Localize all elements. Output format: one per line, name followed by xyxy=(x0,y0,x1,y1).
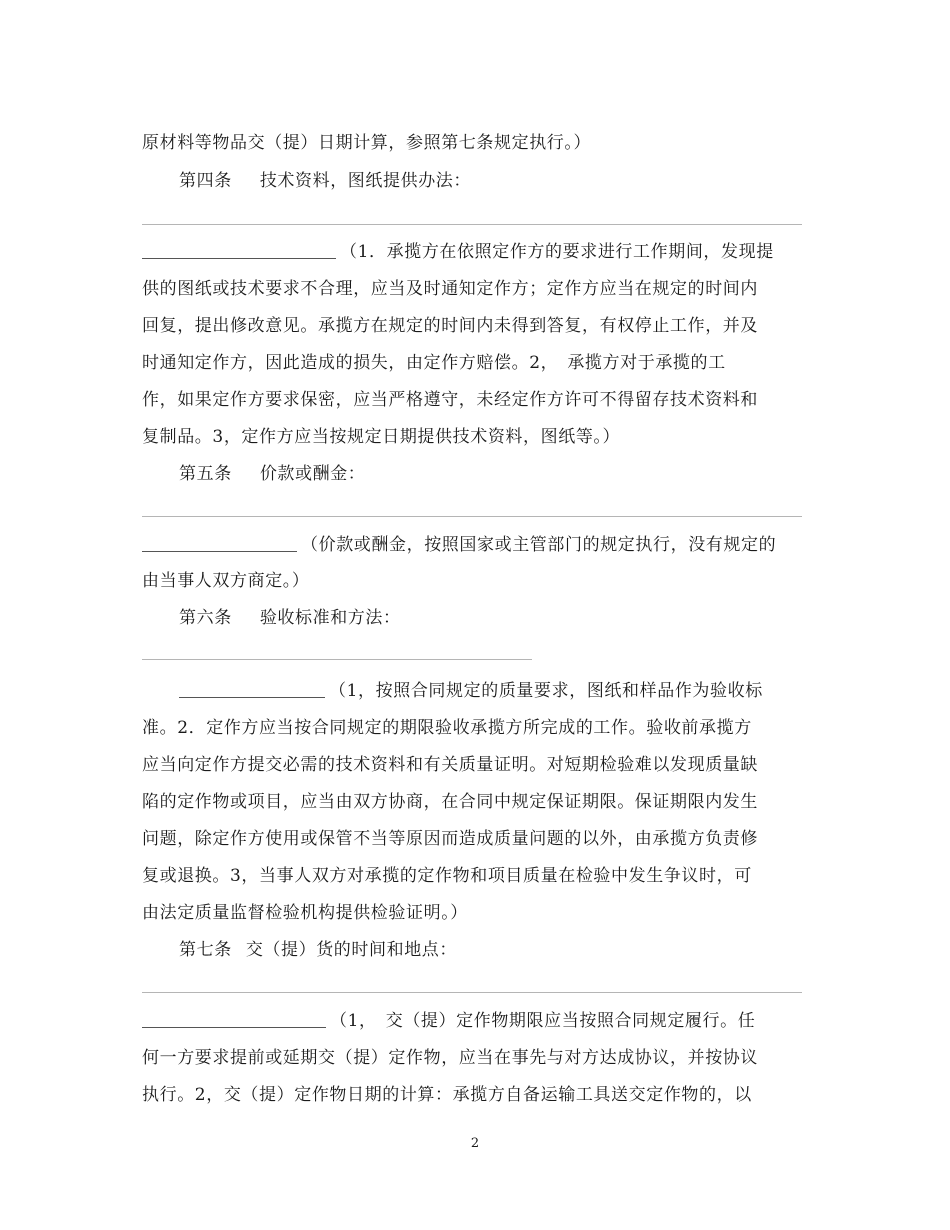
fill-in-rule[interactable] xyxy=(142,224,802,225)
text-line xyxy=(142,1011,802,1031)
text-line: 原材料等物品交（提）日期计算，参照第七条规定执行。） xyxy=(142,133,592,153)
text-line xyxy=(142,242,802,262)
text-line: 作，如果定作方要求保密，应当严格遵守，未经定作方许可不得留存技术资料和 xyxy=(142,390,758,410)
article-number: 第四条 xyxy=(179,171,232,191)
text-line xyxy=(142,535,802,555)
text-segment: （价款或酬金，按照国家或主管部门的规定执行，没有规定的 xyxy=(301,535,777,555)
text-line: 陷的定作物或项目，应当由双方协商，在合同中规定保证期限。保证期限内发生 xyxy=(142,792,758,812)
text-segment: （1．承揽方在依照定作方的要求进行工作期间，发现提 xyxy=(340,242,774,262)
text-line: 何一方要求提前或延期交（提）定作物，应当在事先与对方达成协议，并按协议 xyxy=(142,1048,758,1068)
article-5-heading xyxy=(179,464,802,484)
text-line: 应当向定作方提交必需的技术资料和有关质量证明。对短期检验难以发现质量缺 xyxy=(142,755,758,775)
article-title: 交（提）货的时间和地点： xyxy=(245,940,458,960)
fill-in-blank[interactable] xyxy=(179,681,325,698)
fill-in-rule[interactable] xyxy=(142,659,532,660)
text-line: 问题，除定作方使用或保管不当等原因而造成质量问题的以外，由承揽方负责修 xyxy=(142,829,758,849)
text-line: 由法定质量监督检验机构提供检验证明。） xyxy=(142,903,468,923)
article-6-heading xyxy=(179,608,802,628)
text-line: 供的图纸或技术要求不合理，应当及时通知定作方；定作方应当在规定的时间内 xyxy=(142,279,758,299)
article-4-heading xyxy=(179,171,802,191)
fill-in-rule[interactable] xyxy=(142,992,802,993)
article-7-heading xyxy=(179,940,802,960)
fill-in-blank[interactable] xyxy=(142,242,336,259)
text-segment: （1，按照合同规定的质量要求，图纸和样品作为验收标 xyxy=(329,681,763,701)
text-line: 复或退换。3，当事人双方对承揽的定作物和项目质量在检验中发生争议时，可 xyxy=(142,866,752,886)
text-line: 回复，提出修改意见。承揽方在规定的时间内未得到答复，有权停止工作，并及 xyxy=(142,316,758,336)
article-number: 第六条 xyxy=(179,608,232,628)
fill-in-blank[interactable] xyxy=(142,1011,326,1028)
article-title: 技术资料，图纸提供办法： xyxy=(259,171,472,191)
page-number: 2 xyxy=(470,1136,480,1151)
text-line: 执行。2，交（提）定作物日期的计算：承揽方自备运输工具送交定作物的，以 xyxy=(142,1085,752,1105)
text-line: 由当事人双方商定。） xyxy=(142,571,310,591)
text-segment: （1， 交（提）定作物期限应当按照合同规定履行。任 xyxy=(330,1011,756,1031)
text-line: 时通知定作方，因此造成的损失，由定作方赔偿。2， 承揽方对于承揽的工 xyxy=(142,353,726,373)
article-number: 第五条 xyxy=(179,464,232,484)
text-line: 复制品。3，定作方应当按规定日期提供技术资料，图纸等。） xyxy=(142,427,621,447)
fill-in-blank[interactable] xyxy=(142,535,297,552)
article-title: 验收标准和方法： xyxy=(259,608,401,628)
text-line: 准。2．定作方应当按合同规定的期限验收承揽方所完成的工作。验收前承揽方 xyxy=(142,718,752,738)
text-line xyxy=(179,681,802,701)
article-title: 价款或酬金： xyxy=(259,464,366,484)
fill-in-rule[interactable] xyxy=(142,516,802,517)
article-number: 第七条 xyxy=(179,940,232,960)
